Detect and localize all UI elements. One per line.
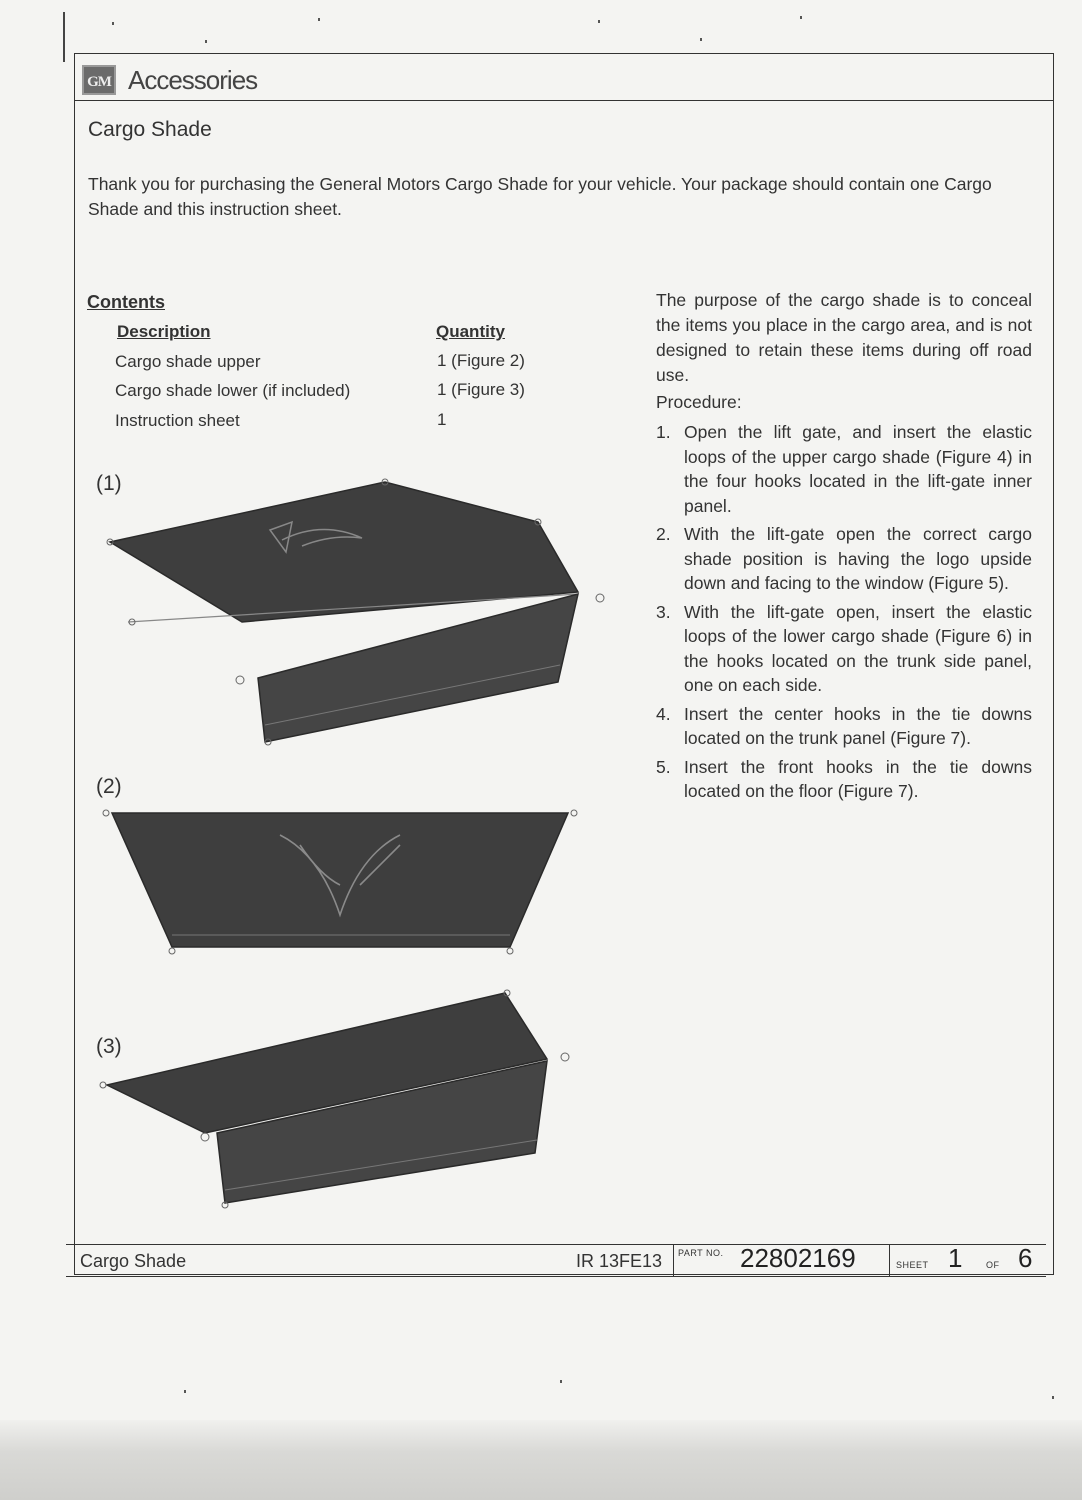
scan-speck <box>700 38 702 41</box>
step-text: With the lift-gate open the correct cargo shade position is having the logo upside down and facing to the window (Figure 5). <box>684 524 1032 593</box>
step-text: With the lift-gate open, insert the elastic loops of the lower cargo shade (Figure 6) in the hooks located on the trunk side panel, one on each side. <box>684 601 1032 695</box>
part-number: 22802169 <box>740 1243 856 1273</box>
scan-speck <box>112 22 114 25</box>
step-number: 4. <box>656 703 671 724</box>
figure-3-shade-lower <box>95 985 585 1225</box>
contents-item-quantity: 1 <box>437 410 447 429</box>
contents-item-description: Cargo shade lower (if included) <box>115 381 351 400</box>
scan-speck <box>1052 1396 1054 1399</box>
part-number-label: PART NO. <box>678 1248 724 1258</box>
step-number: 2. <box>656 524 671 544</box>
header <box>74 53 1054 101</box>
scan-margin-mark <box>63 12 65 62</box>
contents-item-quantity: 1 (Figure 3) <box>437 380 525 399</box>
description-column-header: Description <box>117 322 211 341</box>
step-number: 5. <box>656 756 671 777</box>
scan-speck <box>560 1380 562 1383</box>
revision-code: IR 13FE13 <box>576 1251 663 1271</box>
sheet-number: 1 <box>948 1243 963 1273</box>
sheet-label: SHEET <box>896 1260 929 1270</box>
scan-speck <box>184 1390 186 1393</box>
contents-item-quantity: 1 (Figure 2) <box>437 351 525 370</box>
procedure-heading: Procedure: <box>656 392 742 412</box>
scan-speck <box>205 40 207 43</box>
footer <box>66 1244 1046 1277</box>
procedure-step <box>656 702 1032 751</box>
scan-bottom-edge <box>0 1420 1082 1500</box>
procedure-step <box>656 522 1032 596</box>
of-label: OF <box>986 1260 1000 1270</box>
step-number: 1. <box>656 422 671 442</box>
step-text: Insert the front hooks in the tie downs located on the floor (Figure 7). <box>684 756 1032 801</box>
figure-2-label: (2) <box>96 775 122 798</box>
scan-speck <box>598 20 600 23</box>
contents-item-description: Instruction sheet <box>115 411 240 430</box>
step-number: 3. <box>656 601 671 622</box>
procedure-step <box>656 420 1032 518</box>
quantity-column-header: Quantity <box>436 322 505 341</box>
step-text: Open the lift gate, and insert the elastic loops of the upper cargo shade (Figure 4) in the four hooks located in the lift-gate inner panel. <box>684 422 1032 516</box>
figure-1-shade-assembly <box>100 470 620 760</box>
procedure-step <box>656 755 1032 804</box>
step-text: Insert the center hooks in the tie downs located on the trunk panel (Figure 7). <box>684 703 1032 748</box>
scan-speck <box>800 16 802 19</box>
sheet-box <box>889 1245 1046 1276</box>
figure-3-label: (3) <box>96 1035 122 1058</box>
footer-title: Cargo Shade <box>80 1251 187 1271</box>
sheet-total: 6 <box>1018 1243 1033 1273</box>
brand-title: Accessories <box>128 65 258 95</box>
figure-2-shade-upper <box>100 805 590 955</box>
contents-item-description: Cargo shade upper <box>115 352 261 371</box>
procedure-step <box>656 600 1032 698</box>
purpose-paragraph: The purpose of the cargo shade is to conceal the items you place in the cargo area, and is not designed to retain these items during off road use. <box>656 290 1032 385</box>
intro-paragraph: Thank you for purchasing the General Motors Cargo Shade for your vehicle. Your package should contain one Cargo Shade and this instruction sheet. <box>88 174 992 219</box>
contents-heading: Contents <box>87 292 165 312</box>
part-number-box <box>673 1245 889 1276</box>
page-title: Cargo Shade <box>88 118 212 141</box>
gm-logo: GM <box>82 65 116 95</box>
figure-1-label: (1) <box>96 472 122 495</box>
procedure-steps <box>656 420 1032 808</box>
scan-speck <box>318 18 320 21</box>
